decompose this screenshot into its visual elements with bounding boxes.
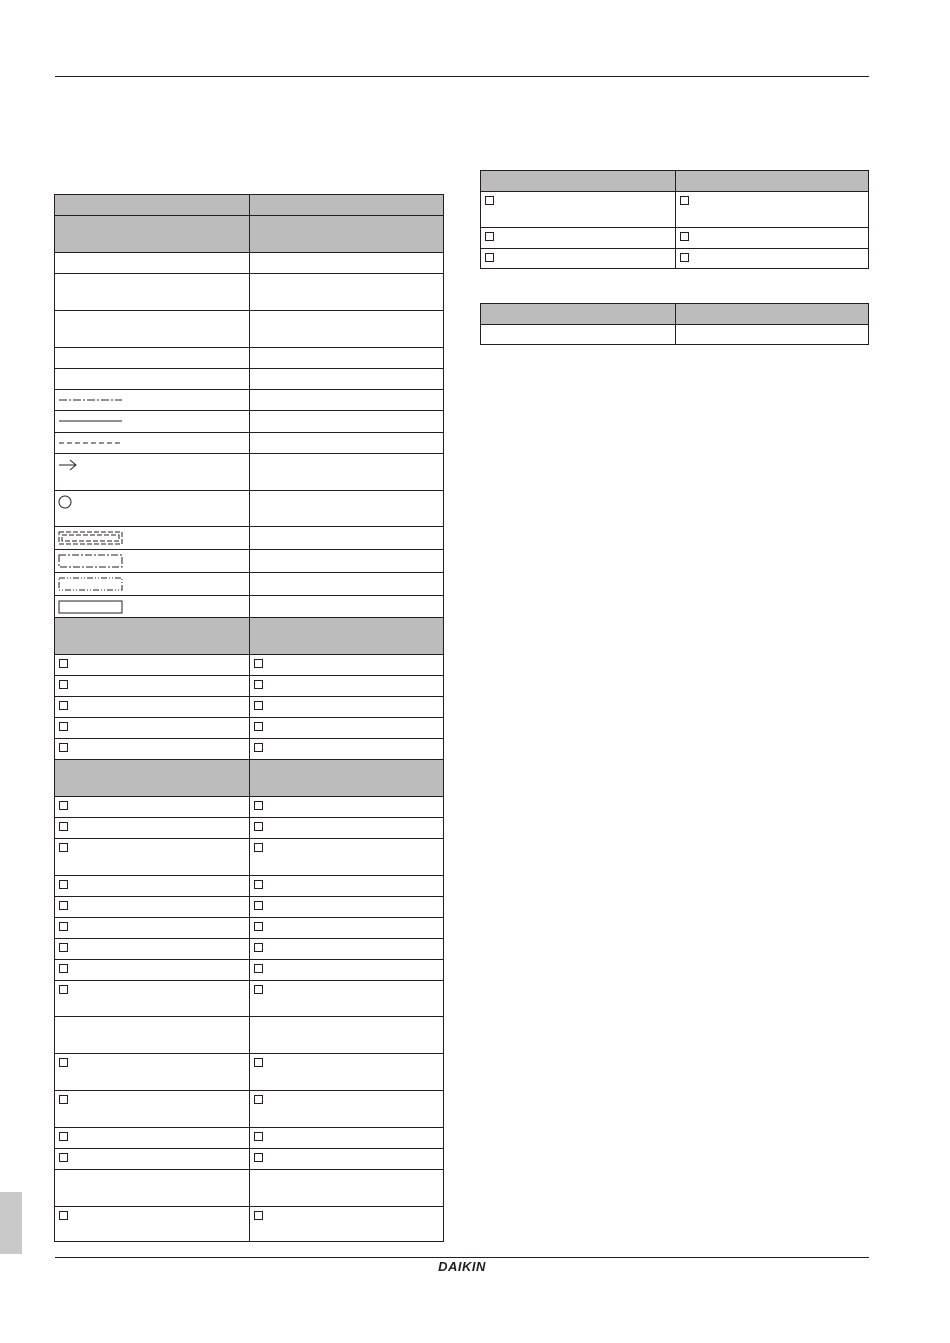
table-cell-right	[249, 572, 444, 595]
table-row	[54, 526, 444, 549]
table-cell-left	[54, 1127, 249, 1148]
table-cell-right	[249, 980, 444, 1016]
checkbox[interactable]	[254, 1132, 263, 1141]
table-cell-left	[54, 1090, 249, 1127]
table-row	[54, 273, 444, 310]
side-tab	[0, 1192, 22, 1254]
table-cell-right	[249, 347, 444, 368]
table-cell-right	[249, 526, 444, 549]
checkbox[interactable]	[254, 822, 263, 831]
solid-box-icon	[58, 600, 124, 612]
table-cell-left	[54, 490, 249, 526]
options-table	[480, 170, 869, 269]
checkbox[interactable]	[59, 1132, 68, 1141]
table-cell-right	[249, 696, 444, 717]
checkbox[interactable]	[59, 1153, 68, 1162]
table-cell-right	[675, 170, 869, 191]
checkbox[interactable]	[254, 901, 263, 910]
table-cell-right	[249, 1053, 444, 1090]
checkbox[interactable]	[254, 680, 263, 689]
checkbox[interactable]	[485, 196, 494, 205]
table-cell-left	[54, 432, 249, 453]
checkbox[interactable]	[254, 659, 263, 668]
table-cell-right	[249, 1127, 444, 1148]
table-row	[54, 896, 444, 917]
table-cell-right	[249, 838, 444, 875]
table-cell-left	[480, 248, 675, 269]
dash-dot-dot-box-icon	[58, 577, 124, 589]
daikin-logo: DAIKIN	[438, 1259, 486, 1274]
table-row	[54, 1169, 444, 1206]
table-cell-left	[480, 170, 675, 191]
checkbox[interactable]	[59, 1211, 68, 1220]
table-row	[54, 389, 444, 410]
table-cell-right	[675, 248, 869, 269]
table-row	[54, 817, 444, 838]
table-cell-right	[249, 1148, 444, 1169]
checkbox[interactable]	[680, 196, 689, 205]
table-cell-left	[54, 453, 249, 490]
table-cell-left	[480, 324, 675, 345]
table-row	[54, 717, 444, 738]
table-header-row	[54, 194, 444, 215]
footer-rule	[55, 1257, 869, 1258]
checkbox[interactable]	[59, 901, 68, 910]
table-cell-left	[54, 595, 249, 617]
checkbox[interactable]	[59, 985, 68, 994]
table-cell-left	[54, 1169, 249, 1206]
table-cell-left	[480, 191, 675, 227]
table-row	[54, 595, 444, 617]
checkbox[interactable]	[485, 253, 494, 262]
checkbox[interactable]	[59, 843, 68, 852]
main-table	[54, 194, 444, 1242]
table-row	[54, 347, 444, 368]
table-cell-right	[675, 303, 869, 324]
header-rule	[55, 76, 869, 77]
table-cell-left	[54, 875, 249, 896]
table-cell-right	[249, 959, 444, 980]
checkbox[interactable]	[680, 232, 689, 241]
table-cell-left	[54, 838, 249, 875]
table-header-row	[480, 170, 869, 191]
checkbox[interactable]	[680, 253, 689, 262]
table-row	[54, 675, 444, 696]
checkbox[interactable]	[254, 943, 263, 952]
table-row	[480, 227, 869, 248]
checkbox[interactable]	[485, 232, 494, 241]
table-row	[480, 191, 869, 227]
table-cell-right	[249, 310, 444, 347]
table-cell-right	[249, 595, 444, 617]
table-row	[54, 838, 444, 875]
checkbox[interactable]	[254, 801, 263, 810]
table-cell-left	[54, 1206, 249, 1242]
table-cell-right	[249, 1169, 444, 1206]
table-cell-right	[249, 654, 444, 675]
checkbox[interactable]	[59, 922, 68, 931]
table-cell-left	[54, 759, 249, 796]
table-cell-left	[54, 215, 249, 252]
table-cell-left	[54, 617, 249, 654]
checkbox[interactable]	[59, 822, 68, 831]
table-cell-left	[54, 675, 249, 696]
table-row	[54, 453, 444, 490]
table-cell-right	[249, 617, 444, 654]
table-row	[54, 917, 444, 938]
table-cell-right	[249, 717, 444, 738]
table-cell-left	[54, 549, 249, 572]
table-cell-right	[249, 1206, 444, 1242]
summary-table	[480, 303, 869, 345]
table-cell-right	[249, 759, 444, 796]
table-row	[54, 1090, 444, 1127]
table-cell-right	[249, 368, 444, 389]
table-header-row	[54, 759, 444, 796]
table-header-row	[54, 617, 444, 654]
table-row	[54, 796, 444, 817]
double-dash-box-icon	[58, 531, 124, 543]
checkbox[interactable]	[59, 1058, 68, 1067]
checkbox[interactable]	[59, 743, 68, 752]
table-cell-left	[480, 227, 675, 248]
checkbox[interactable]	[254, 1058, 263, 1067]
checkbox[interactable]	[254, 1095, 263, 1104]
table-cell-left	[54, 917, 249, 938]
table-cell-right	[249, 1016, 444, 1053]
checkbox[interactable]	[59, 943, 68, 952]
table-row	[480, 248, 869, 269]
table-row	[54, 938, 444, 959]
table-row	[54, 1016, 444, 1053]
solid-line-icon	[58, 415, 124, 427]
table-cell-right	[249, 675, 444, 696]
table-cell-left	[54, 572, 249, 595]
checkbox[interactable]	[59, 880, 68, 889]
table-cell-right	[249, 875, 444, 896]
table-cell-left	[54, 273, 249, 310]
table-cell-left	[54, 896, 249, 917]
table-cell-right	[249, 215, 444, 252]
table-cell-right	[249, 549, 444, 572]
table-row	[480, 324, 869, 345]
table-header-row	[54, 215, 444, 252]
checkbox[interactable]	[254, 701, 263, 710]
table-cell-left	[54, 738, 249, 759]
table-row	[54, 1206, 444, 1242]
table-cell-left	[54, 252, 249, 273]
checkbox[interactable]	[59, 964, 68, 973]
table-cell-left	[54, 817, 249, 838]
table-cell-right	[249, 273, 444, 310]
dash-dot-line-icon	[58, 394, 124, 406]
table-row	[54, 572, 444, 595]
table-cell-right	[249, 490, 444, 526]
table-row	[54, 549, 444, 572]
table-cell-left	[54, 959, 249, 980]
table-cell-left	[54, 1053, 249, 1090]
table-row	[54, 738, 444, 759]
checkbox[interactable]	[254, 922, 263, 931]
table-cell-left	[54, 796, 249, 817]
table-row	[54, 959, 444, 980]
table-cell-right	[249, 252, 444, 273]
table-row	[54, 980, 444, 1016]
checkbox[interactable]	[59, 680, 68, 689]
table-cell-left	[54, 389, 249, 410]
table-cell-left	[54, 980, 249, 1016]
table-cell-left	[54, 194, 249, 215]
table-row	[54, 368, 444, 389]
dashed-line-icon	[58, 437, 124, 449]
table-cell-right	[249, 917, 444, 938]
table-row	[54, 696, 444, 717]
table-cell-left	[54, 368, 249, 389]
table-cell-right	[249, 896, 444, 917]
table-row	[54, 410, 444, 432]
table-cell-left	[54, 654, 249, 675]
checkbox[interactable]	[59, 701, 68, 710]
checkbox[interactable]	[254, 743, 263, 752]
table-cell-left	[54, 310, 249, 347]
checkbox[interactable]	[59, 722, 68, 731]
table-cell-right	[249, 410, 444, 432]
table-cell-right	[675, 191, 869, 227]
table-row	[54, 490, 444, 526]
table-row	[54, 875, 444, 896]
table-header-row	[480, 303, 869, 324]
circle-icon	[58, 495, 124, 507]
table-cell-left	[54, 717, 249, 738]
checkbox[interactable]	[254, 1153, 263, 1162]
checkbox[interactable]	[254, 1211, 263, 1220]
table-cell-left	[480, 303, 675, 324]
table-row	[54, 1053, 444, 1090]
checkbox[interactable]	[254, 843, 263, 852]
checkbox[interactable]	[254, 985, 263, 994]
table-cell-right	[249, 796, 444, 817]
table-cell-right	[249, 194, 444, 215]
table-cell-left	[54, 1148, 249, 1169]
checkbox[interactable]	[254, 722, 263, 731]
dash-dot-box-icon	[58, 554, 124, 566]
arrow-right-icon	[58, 458, 124, 470]
checkbox[interactable]	[59, 659, 68, 668]
table-cell-right	[249, 938, 444, 959]
table-cell-right	[249, 738, 444, 759]
checkbox[interactable]	[59, 1095, 68, 1104]
table-cell-right	[675, 227, 869, 248]
table-cell-right	[249, 432, 444, 453]
checkbox[interactable]	[59, 801, 68, 810]
checkbox[interactable]	[254, 964, 263, 973]
table-row	[54, 310, 444, 347]
table-cell-left	[54, 410, 249, 432]
table-cell-right	[675, 324, 869, 345]
table-cell-right	[249, 389, 444, 410]
table-cell-left	[54, 938, 249, 959]
table-cell-left	[54, 347, 249, 368]
table-cell-right	[249, 453, 444, 490]
table-row	[54, 1127, 444, 1148]
table-cell-left	[54, 526, 249, 549]
table-cell-left	[54, 696, 249, 717]
table-cell-left	[54, 1016, 249, 1053]
table-row	[54, 654, 444, 675]
table-cell-right	[249, 817, 444, 838]
table-cell-right	[249, 1090, 444, 1127]
checkbox[interactable]	[254, 880, 263, 889]
table-row	[54, 1148, 444, 1169]
table-row	[54, 432, 444, 453]
table-row	[54, 252, 444, 273]
